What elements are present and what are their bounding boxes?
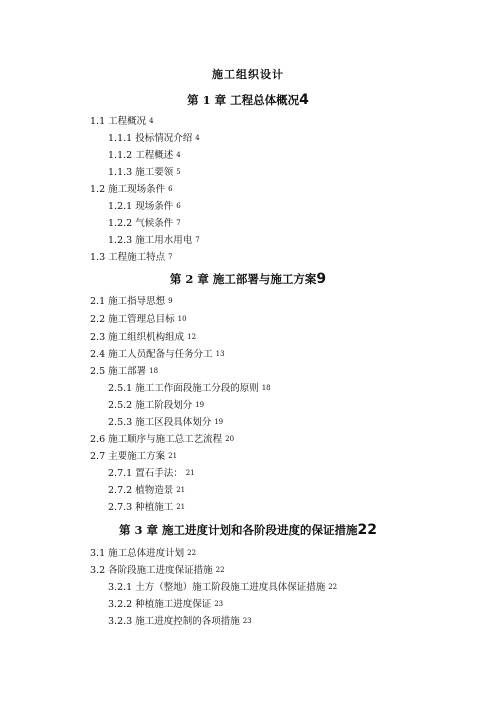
toc-entry-text: 2.7.1 置石手法：: [108, 468, 183, 479]
toc-entry-text: 2.7.3 种植施工: [108, 502, 174, 513]
toc-page-number: 21: [185, 469, 195, 477]
toc-entry-2-6[interactable]: [90, 432, 234, 447]
toc-page-number: 7: [176, 219, 181, 227]
toc-page-number: 23: [242, 617, 252, 625]
toc-page-number: 5: [176, 168, 181, 176]
chapter-heading-text: 第 2 章 施工部署与施工方案: [169, 272, 317, 286]
toc-entry-text: 1.1.1 投标情况介绍: [108, 133, 193, 144]
toc-entry-text: 1.2.1 现场条件: [108, 201, 174, 212]
toc-entry-text: 2.7 主要施工方案: [90, 451, 166, 462]
toc-entry-text: 2.5.1 施工工作面段施工分段的原则: [108, 383, 259, 394]
toc-entry-3-2-1[interactable]: [108, 580, 337, 595]
toc-entry-text: 3.2 各阶段施工进度保证措施: [90, 565, 213, 576]
toc-entry-text: 1.3 工程施工特点: [90, 252, 166, 263]
toc-page-number: 22: [328, 583, 338, 591]
toc-page-number: 21: [168, 452, 178, 460]
toc-entry-2-5-1[interactable]: [108, 381, 271, 396]
toc-page-number: 19: [195, 401, 205, 409]
toc-page-number: 4: [149, 117, 154, 125]
toc-entry-text: 3.2.1 土方（整地）施工阶段施工进度具体保证措施: [108, 582, 326, 593]
toc-entry-text: 3.2.2 种植施工进度保证: [108, 599, 212, 610]
toc-entry-text: 2.4 施工人员配备与任务分工: [90, 349, 213, 360]
toc-page-number: 20: [225, 435, 235, 443]
toc-entry-2-5[interactable]: [90, 364, 158, 379]
toc-entry-1-1[interactable]: [90, 114, 154, 129]
toc-entry-text: 2.7.2 植物造景: [108, 485, 174, 496]
toc-page-number: 21: [176, 503, 186, 511]
document-title: 施工组织设计: [212, 68, 284, 81]
toc-page-number: 22: [215, 566, 225, 574]
toc-entry-text: 1.1.2 工程概述: [108, 150, 174, 161]
toc-page-number: 7: [195, 236, 200, 244]
toc-entry-3-2-3[interactable]: [108, 614, 252, 629]
toc-entry-3-1[interactable]: [90, 546, 196, 561]
toc-entry-1-3[interactable]: [90, 250, 173, 265]
toc-page-number: 13: [215, 350, 225, 358]
toc-entry-1-2-2[interactable]: [108, 216, 181, 231]
chapter-heading-text: 第 1 章 工程总体概况: [187, 93, 300, 107]
chapter-heading-text: 第 3 章 施工进度计划和各阶段进度的保证措施: [119, 523, 358, 537]
toc-entry-2-7[interactable]: [90, 449, 177, 464]
toc-page-number: 12: [187, 333, 197, 341]
toc-entry-1-1-1[interactable]: [108, 131, 200, 146]
toc-page-number: 23: [214, 600, 224, 608]
toc-entry-text: 2.5.3 施工区段具体划分: [108, 417, 212, 428]
toc-entry-2-3[interactable]: [90, 330, 196, 345]
toc-entry-text: 1.2.3 施工用水用电: [108, 235, 193, 246]
toc-page-number: 6: [176, 202, 181, 210]
toc-entry-text: 1.1 工程概况: [90, 116, 147, 127]
toc-entry-text: 1.2 施工现场条件: [90, 184, 166, 195]
toc-entry-2-4[interactable]: [90, 347, 225, 362]
toc-entry-1-2-3[interactable]: [108, 233, 200, 248]
toc-page-number: 21: [176, 486, 186, 494]
toc-page-number: 6: [168, 185, 173, 193]
chapter-2-heading[interactable]: [0, 271, 496, 287]
chapter-page-number: 22: [357, 522, 377, 538]
toc-entry-2-5-2[interactable]: [108, 398, 204, 413]
toc-entry-text: 2.3 施工组织机构组成: [90, 332, 185, 343]
toc-entry-1-2-1[interactable]: [108, 199, 181, 214]
toc-entry-2-7-3[interactable]: [108, 500, 185, 515]
toc-entry-1-1-3[interactable]: [108, 165, 181, 180]
chapter-page-number: 4: [299, 92, 309, 108]
toc-entry-2-1[interactable]: [90, 294, 173, 309]
toc-page-number: 7: [168, 253, 173, 261]
chapter-1-heading[interactable]: [0, 92, 496, 108]
toc-entry-3-2[interactable]: [90, 563, 225, 578]
toc-page-number: 19: [214, 418, 224, 426]
toc-page-number: 4: [176, 151, 181, 159]
toc-page-number: 9: [168, 297, 173, 305]
toc-entry-2-2[interactable]: [90, 312, 187, 327]
toc-entry-text: 1.2.2 气候条件: [108, 218, 174, 229]
toc-page-number: 22: [187, 549, 197, 557]
toc-entry-text: 1.1.3 施工要领: [108, 167, 174, 178]
toc-page-number: 4: [195, 134, 200, 142]
toc-entry-1-2[interactable]: [90, 182, 173, 197]
chapter-page-number: 9: [316, 271, 327, 287]
toc-entry-text: 2.2 施工管理总目标: [90, 314, 175, 325]
toc-entry-text: 2.5 施工部署: [90, 366, 147, 377]
toc-entry-text: 3.2.3 施工进度控制的各项措施: [108, 616, 240, 627]
toc-page-number: 18: [149, 367, 159, 375]
chapter-3-heading[interactable]: [0, 522, 496, 538]
toc-entry-2-5-3[interactable]: [108, 415, 223, 430]
toc-entry-1-1-2[interactable]: [108, 148, 181, 163]
toc-entry-text: 2.1 施工指导思想: [90, 296, 166, 307]
toc-entry-3-2-2[interactable]: [108, 597, 223, 612]
toc-page-number: 18: [261, 384, 271, 392]
toc-page-number: 10: [177, 315, 187, 323]
toc-entry-2-7-1[interactable]: [108, 466, 195, 481]
toc-entry-2-7-2[interactable]: [108, 483, 185, 498]
toc-entry-text: 3.1 施工总体进度计划: [90, 548, 185, 559]
toc-entry-text: 2.6 施工顺序与施工总工艺流程: [90, 434, 223, 445]
toc-entry-text: 2.5.2 施工阶段划分: [108, 400, 193, 411]
